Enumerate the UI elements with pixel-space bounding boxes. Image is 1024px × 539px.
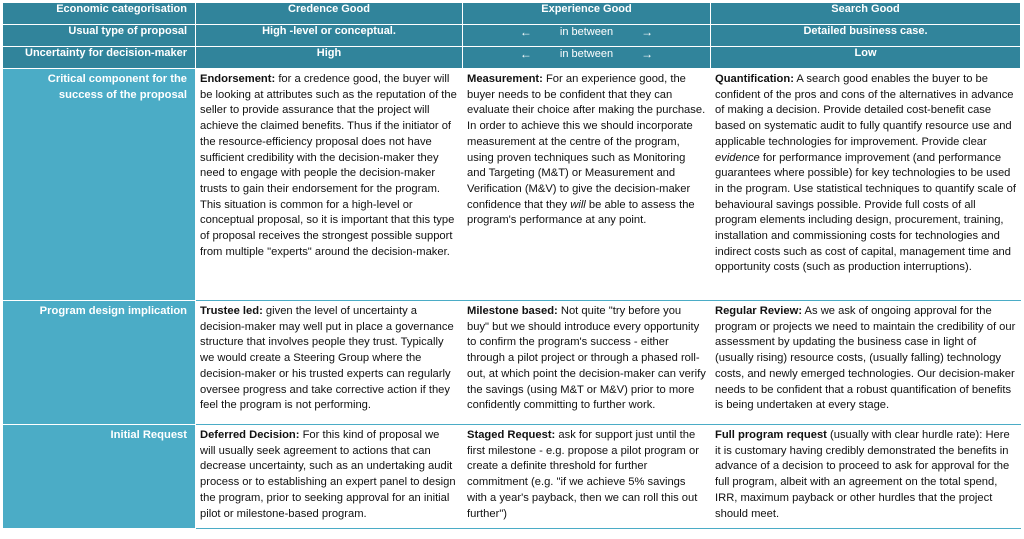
cell-lead: Deferred Decision: — [200, 429, 300, 441]
cell-lead: Quantification: — [715, 73, 794, 85]
row-label-uncertainty: Uncertainty for decision-maker — [3, 47, 196, 69]
row-label-economic: Economic categorisation — [3, 3, 196, 25]
proposal-experience — [463, 25, 711, 47]
cell-lead: Staged Request: — [467, 429, 556, 441]
cell-text: given the level of uncertainty a decision-maker may well put in place a governance structure that involves people they trust. Typically we would create a Steering Group where the decision-maker or his trusted experts can regularly oversee progress and take corrective action if they feel the program is not performing. — [200, 305, 454, 412]
header-row-proposal — [3, 25, 1021, 47]
cell-lead: Endorsement: — [200, 73, 276, 85]
row-initial-request — [3, 425, 1021, 529]
cell-text: As we ask of ongoing approval for the program or projects we need to maintain the credibility of our assessment by updating the business case in light of (usually rising) resource costs, (usually falling) technology costs, and newly emerged technologies. Our decision-maker needs to be confident that a robust quantification of benefits is being undertaken at every stage. — [715, 305, 1016, 412]
cell-lead: Milestone based: — [467, 305, 558, 317]
arrow-right-icon: → — [641, 25, 654, 39]
cell-lead: Trustee led: — [200, 305, 263, 317]
row-program-design — [3, 301, 1021, 425]
comparison-table — [2, 2, 1021, 529]
cell-text: Not quite "try before you buy" but we should introduce every opportunity to confirm the program's success - either through a pilot project or through a phased roll-out, at which point the decision-maker can verify the savings (using M&T or M&V) prior to more confidently committing to further work. — [467, 305, 706, 412]
row-label-design: Program design implication — [3, 301, 196, 425]
col-header-experience: Experience Good — [463, 3, 711, 25]
proposal-credence: High -level or conceptual. — [196, 25, 463, 47]
arrow-right-icon: → — [641, 47, 654, 61]
cell-text: For an experience good, the buyer needs to be confident that they can evaluate their choice after making the purchase. In order to achieve this we should incorporate measurement at the centre of the program, using proven techniques such as Monitoring and Targeting (M&T) or Measurement and Verification (M&V) to give the decision-maker confidence that they — [467, 73, 706, 211]
cell-text: for a credence good, the buyer will be looking at attributes such as the reputation of the seller to provide assurance that the project will achieve the claimed benefits. Thus if the initiator of the resource-efficiency proposal does not have sufficient credibility with the decision-maker they need to engage with people the decision-maker trusts to gain their endorsement for the program. This situation is common for a high-level or conceptual proposal, so it is important that this type of proposal receives the strongest possible support from multiple "experts" around the decision-maker. — [200, 73, 457, 258]
cell-text: A search good enables the buyer to be confident of the pros and cons of the alternatives in advance of making a decision. Provide detailed cost-benefit case based on systematic audit to fully quantify resource use and applicable technologies for improvement. Provide clear — [715, 73, 1014, 148]
request-search-cell — [711, 425, 1021, 529]
critical-credence-cell — [196, 69, 463, 301]
row-label-critical: Critical component for the success of the proposal — [3, 69, 196, 301]
uncertainty-experience — [463, 47, 711, 69]
cell-text: (usually with clear hurdle rate): Here it is customary having credibly demonstrated the benefits in advance of a decision to proceed to ask for approval for the full program, albeit with an agreement on the total spend, IRR, maximum payback or other hurdles that the project should meet. — [715, 429, 1010, 520]
design-experience-cell — [463, 301, 711, 425]
arrow-left-icon: ← — [519, 25, 532, 39]
cell-text: be able to assess the program's performance at any point. — [467, 198, 695, 227]
cell-text: ask for support just until the first milestone - e.g. propose a pilot program or create a definite threshold for further commitment (e.g. "if we achieve 5% savings with a year's payback, then we can roll this out further") — [467, 429, 699, 520]
request-credence-cell — [196, 425, 463, 529]
critical-search-cell — [711, 69, 1021, 301]
uncertainty-credence: High — [196, 47, 463, 69]
arrow-left-icon: ← — [519, 47, 532, 61]
uncertainty-search: Low — [711, 47, 1021, 69]
critical-experience-cell — [463, 69, 711, 301]
design-search-cell — [711, 301, 1021, 425]
row-label-request: Initial Request — [3, 425, 196, 529]
cell-lead: Measurement: — [467, 73, 543, 85]
cell-emphasis: evidence — [715, 151, 760, 164]
cell-emphasis: will — [570, 198, 586, 211]
header-row-uncertainty — [3, 47, 1021, 69]
col-header-credence: Credence Good — [196, 3, 463, 25]
request-experience-cell — [463, 425, 711, 529]
cell-lead: Regular Review: — [715, 305, 803, 317]
row-label-proposal: Usual type of proposal — [3, 25, 196, 47]
cell-text: For this kind of proposal we will usually seek agreement to actions that can decrease uncertainty, such as an undertaking audit process or to establishing an expert panel to design the program, prior to seeking approval for an initial pilot or milestone-based program. — [200, 429, 456, 520]
cell-text: for performance improvement (and performance guarantees where possible) for key technologies to be used in the program. Use statistical techniques to quantify scale of behavioural savings possible. Provide full costs of all program elements including design, procurement, training, installation and commissioning costs for technologies and indirect costs such as cost of capital, management time and opportunity costs (such as production interruptions). — [715, 151, 1016, 274]
design-credence-cell — [196, 301, 463, 425]
col-header-search: Search Good — [711, 3, 1021, 25]
row-critical-component — [3, 69, 1021, 301]
proposal-search: Detailed business case. — [711, 25, 1021, 47]
cell-lead: Full program request — [715, 429, 827, 441]
uncertainty-in-between: in between — [559, 48, 614, 60]
header-row-economic — [3, 3, 1021, 25]
proposal-in-between: in between — [559, 26, 614, 38]
